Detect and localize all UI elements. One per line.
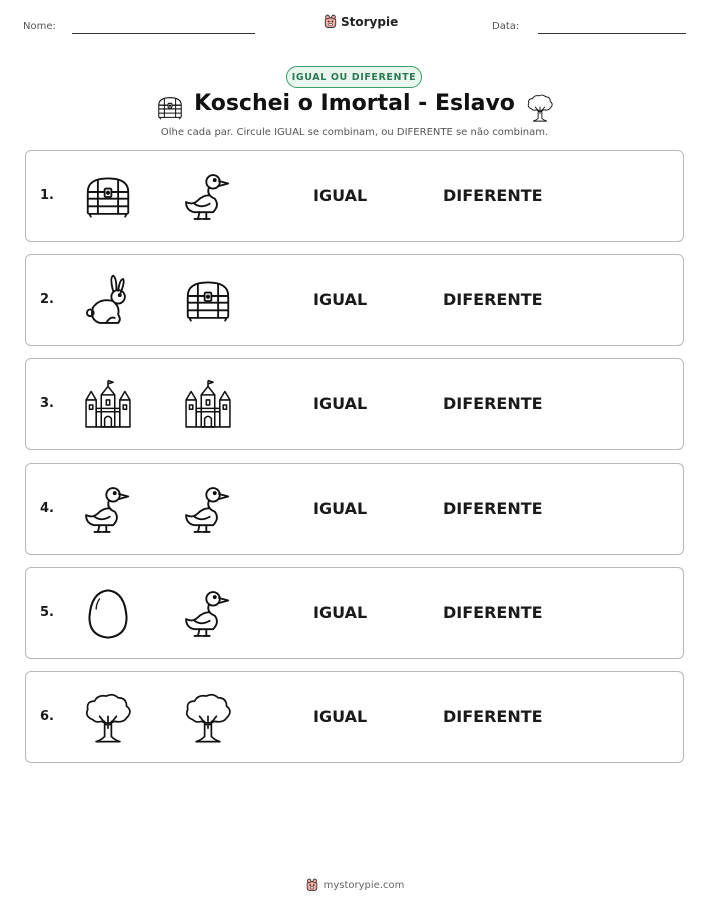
row-number: 6. — [40, 709, 54, 724]
footer — [0, 878, 709, 892]
option-diferente[interactable]: DIFERENTE — [443, 499, 543, 518]
exercise-row — [25, 463, 684, 555]
exercise-row — [25, 567, 684, 659]
tree-icon — [525, 93, 555, 123]
row-number: 3. — [40, 396, 54, 411]
worksheet-header — [0, 0, 709, 40]
option-diferente[interactable]: DIFERENTE — [443, 186, 543, 205]
storypie-mascot-icon — [305, 878, 319, 892]
exercise-row — [25, 358, 684, 450]
egg-icon — [81, 587, 135, 641]
row-number: 2. — [40, 292, 54, 307]
option-igual[interactable]: IGUAL — [313, 603, 368, 622]
date-field-line[interactable] — [538, 33, 686, 34]
duck-icon — [81, 483, 135, 537]
option-diferente[interactable]: DIFERENTE — [443, 394, 543, 413]
tree-icon — [181, 691, 235, 745]
row-number: 5. — [40, 605, 54, 620]
option-diferente[interactable]: DIFERENTE — [443, 290, 543, 309]
duck-icon — [181, 587, 235, 641]
page-title: Koschei o Imortal - Eslavo — [194, 91, 515, 116]
option-igual[interactable]: IGUAL — [313, 290, 368, 309]
exercise-row — [25, 150, 684, 242]
name-field-line[interactable] — [72, 33, 255, 34]
option-igual[interactable]: IGUAL — [313, 707, 368, 726]
worksheet-type-badge: IGUAL OU DIFERENTE — [286, 66, 422, 88]
castle-icon — [181, 378, 235, 432]
row-number: 1. — [40, 188, 54, 203]
castle-icon — [81, 378, 135, 432]
exercise-row — [25, 671, 684, 763]
treasure-chest-icon — [181, 274, 235, 328]
option-igual[interactable]: IGUAL — [313, 499, 368, 518]
name-label: Nome: — [23, 21, 56, 32]
option-diferente[interactable]: DIFERENTE — [443, 603, 543, 622]
rabbit-icon — [81, 274, 135, 328]
duck-icon — [181, 170, 235, 224]
storypie-mascot-icon — [323, 14, 338, 29]
option-igual[interactable]: IGUAL — [313, 394, 368, 413]
instructions: Olhe cada par. Circule IGUAL se combinam, ou DIFERENTE se não combinam. — [160, 127, 549, 138]
tree-icon — [81, 691, 135, 745]
option-igual[interactable]: IGUAL — [313, 186, 368, 205]
treasure-chest-icon — [81, 170, 135, 224]
option-diferente[interactable]: DIFERENTE — [443, 707, 543, 726]
duck-icon — [181, 483, 235, 537]
brand-logo — [323, 14, 398, 29]
row-number: 4. — [40, 501, 54, 516]
date-label: Data: — [492, 21, 520, 32]
exercise-row — [25, 254, 684, 346]
footer-url: mystorypie.com — [323, 879, 405, 891]
brand-name: Storypie — [341, 14, 399, 29]
